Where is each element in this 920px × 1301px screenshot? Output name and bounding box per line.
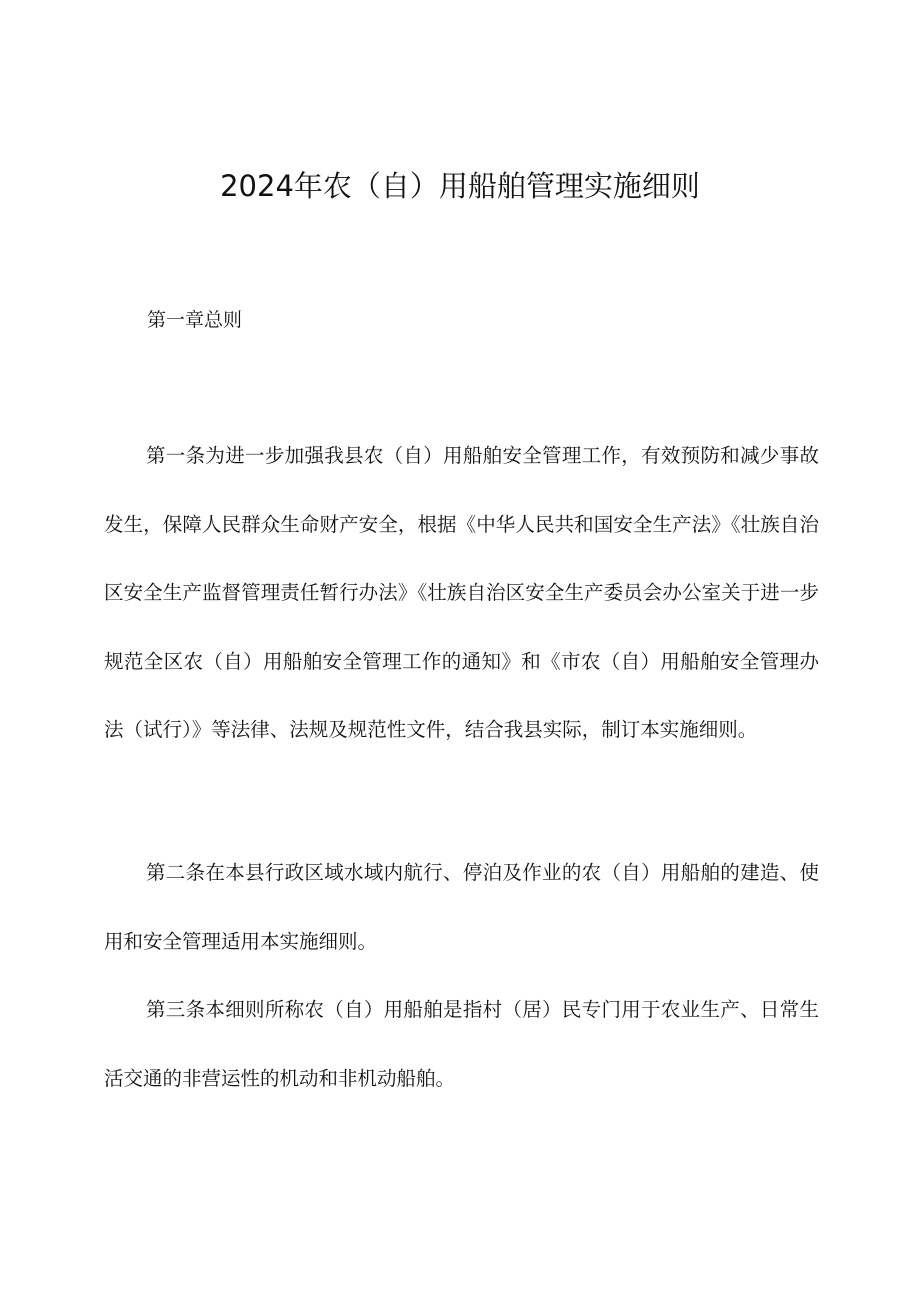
chapter-heading: 第一章总则 bbox=[147, 309, 243, 331]
article-2-paragraph: 第二条在本县行政区域水域内航行、停泊及作业的农（自）用船舶的建造、使用和安全管理适用本实施细则。 bbox=[104, 861, 819, 953]
article-1-paragraph: 第一条为进一步加强我县农（自）用船舶安全管理工作，有效预防和减少事故发生，保障人民群众生命财产安全，根据《中华人民共和国安全生产法》《壮族自治区安全生产监督管理责任暂行办法》《壮族自治区安全生产委员会办公室关于进一步规范全区农（自）用船舶安全管理工作的通知》和《市农（自）用船舶安全管理办法（试行）》等法律、法规及规范性文件，结合我县实际，制订本实施细则。 bbox=[104, 444, 819, 741]
article-3-paragraph: 第三条本细则所称农（自）用船舶是指村（居）民专门用于农业生产、日常生活交通的非营运性的机动和非机动船舶。 bbox=[104, 998, 819, 1090]
document-title: 2024年农（自）用船舶管理实施细则 bbox=[220, 169, 700, 203]
